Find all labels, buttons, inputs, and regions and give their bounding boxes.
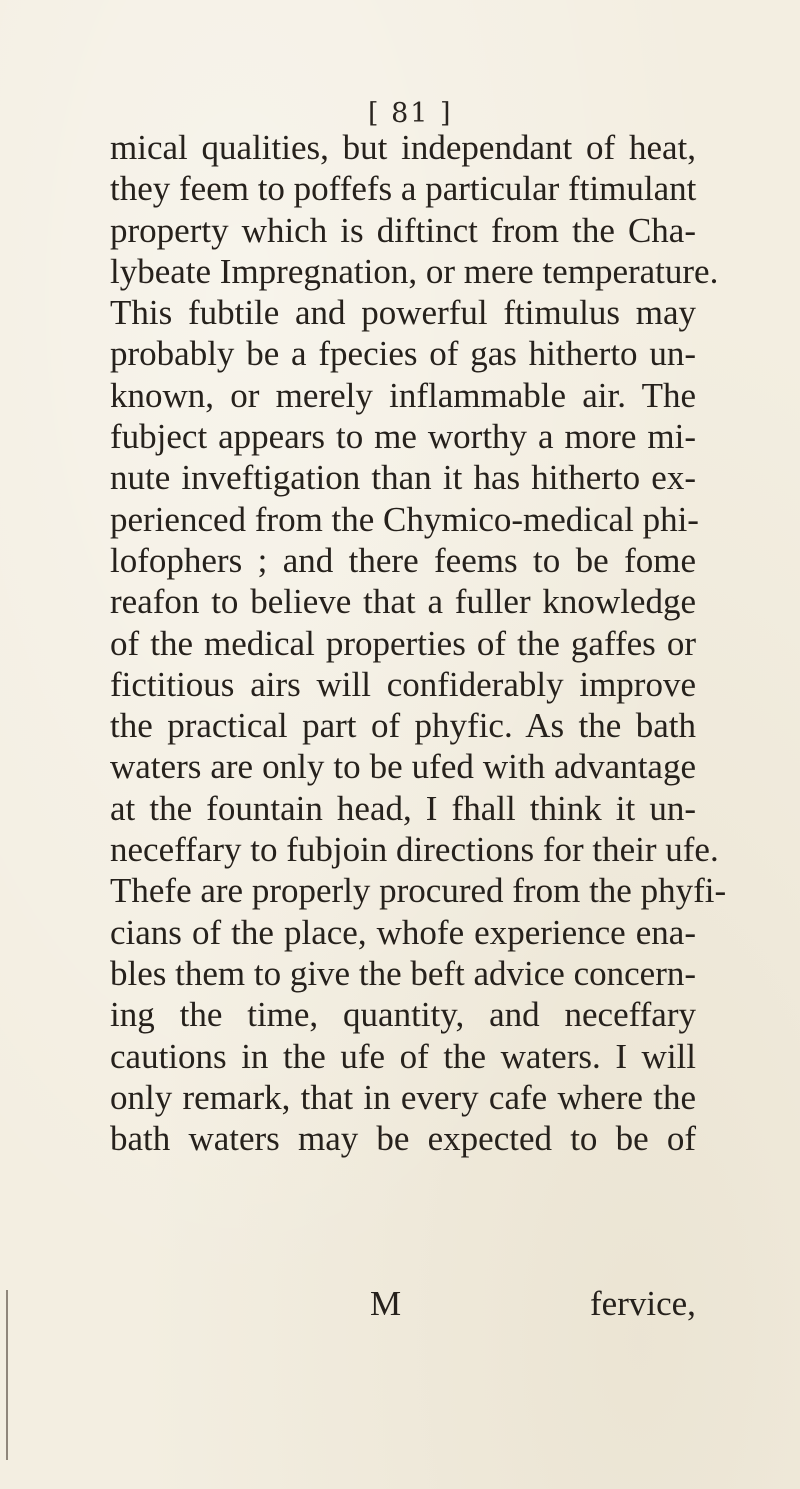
text-line: cautions in the ufe of the waters. I will (110, 1036, 696, 1076)
text-line: waters are only to be ufed with advantage (110, 747, 696, 787)
gutter-line (6, 1290, 8, 1460)
text-line: they feem to poffefs a particular ftimulant (110, 169, 697, 209)
catchword: fervice, (590, 1284, 696, 1323)
text-line: neceffary to fubjoin directions for their ufe. (110, 830, 719, 870)
text-line: fictitious airs will confiderably improve (110, 664, 696, 704)
text-line: probably be a fpecies of gas hitherto un- (110, 334, 696, 374)
body-text (110, 127, 727, 1159)
text-line: known, or merely inflammable air. The (110, 375, 696, 415)
text-line: at the fountain head, I fhall think it un- (110, 788, 696, 828)
text-line: This fubtile and powerful ftimulus may (110, 293, 696, 333)
text-line: ing the time, quantity, and neceffary (110, 995, 696, 1035)
signature-mark: M (370, 1284, 402, 1323)
text-line: lofophers ; and there feems to be fome (110, 540, 696, 580)
text-line: lybeate Impregnation, or mere temperature. (110, 251, 719, 291)
text-line: perienced from the Chymico-medical phi- (110, 499, 699, 539)
text-line: property which is diftinct from the Cha- (110, 210, 696, 250)
page-number: [ 81 ] (368, 98, 453, 129)
text-line: fubject appears to me worthy a more mi- (110, 417, 696, 457)
text-line: of the medical properties of the gaffes or (110, 623, 696, 663)
text-line: only remark, that in every cafe where the (110, 1077, 696, 1117)
text-line: the practical part of phyfic. As the bath (110, 706, 696, 746)
text-line: mical qualities, but independant of heat, (110, 128, 696, 167)
text-line: cians of the place, whofe experience ena- (110, 912, 696, 952)
text-line: bles them to give the beft advice concern- (110, 953, 697, 993)
text-line: Thefe are properly procured from the phyfi- (110, 871, 727, 911)
text-line: nute inveftigation than it has hitherto ex- (110, 458, 696, 498)
text-line: reafon to believe that a fuller knowledge (110, 582, 696, 622)
text-line: bath waters may be expected to be of (110, 1119, 696, 1159)
